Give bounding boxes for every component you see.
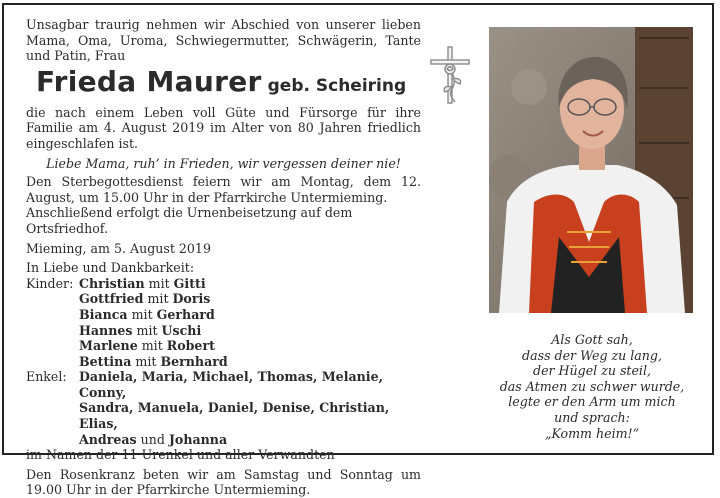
joiner: mit: [148, 275, 170, 291]
grandchildren-line: Sandra, Manuela, Daniel, Denise, Christian, Elias,: [79, 400, 390, 432]
partner-name: Gerhard: [156, 306, 215, 322]
grandchild-name: Johanna: [168, 431, 228, 447]
place-date: Mieming, am 5. August 2019: [26, 240, 211, 256]
child-entry: [79, 291, 421, 307]
partner-name: Uschi: [161, 322, 202, 338]
family-table: [26, 276, 421, 448]
child-name: Bettina: [79, 353, 132, 369]
child-entry: [79, 323, 421, 339]
joiner: mit: [147, 291, 169, 307]
grandchild-name: Andreas: [79, 431, 137, 447]
child-entry: [79, 338, 421, 354]
partner-name: Doris: [172, 291, 211, 307]
joiner: mit: [131, 306, 153, 322]
birth-name: geb. Scheiring: [267, 75, 407, 96]
poem-line: das Atmen zu schwer wurde,: [499, 378, 685, 394]
joiner: und: [140, 431, 165, 447]
grandchildren-line: Daniela, Maria, Michael, Thomas, Melanie, Conny,: [79, 369, 383, 400]
love-line: In Liebe und Dankbarkeit:: [26, 260, 195, 276]
obituary-notice: [2, 3, 714, 498]
deceased-name: Frieda Maurer: [36, 64, 262, 98]
child-entry: [79, 354, 421, 370]
poem-line: Als Gott sah,: [551, 332, 633, 347]
poem-line: legte er den Arm um mich: [508, 394, 676, 410]
partner-name: Gitti: [173, 275, 206, 291]
joiner: mit: [135, 353, 157, 369]
child-name: Christian: [79, 275, 145, 291]
great-grandchildren-line: im Namen der 11 Urenkel und aller Verwandten: [26, 447, 335, 463]
life-text: die nach einem Leben voll Güte und Fürsorge für ihre Familie am 4. August 2019 im Alter von 80 Jahren friedlich eingeschlafen ist.: [26, 104, 421, 151]
joiner: mit: [136, 322, 158, 338]
intro-text: Unsagbar traurig nehmen wir Abschied von unserer lieben Mama, Oma, Uroma, Schwiegermutter, Schwägerin, Tante und Patin, Frau: [26, 17, 421, 64]
grandchildren-line: [79, 432, 421, 448]
rosary-text: Den Rosenkranz beten wir am Samstag und Sonntag um 19.00 Uhr in der Pfarrkirche Untermieming.: [26, 466, 421, 498]
child-name: Gottfried: [79, 291, 144, 307]
child-entry: [79, 276, 421, 292]
portrait-photo: [489, 27, 693, 313]
farewell-quote: Liebe Mama, ruh’ in Frieden, wir vergessen deiner nie!: [46, 155, 401, 171]
grandchildren-label: Enkel:: [26, 369, 67, 385]
burial-text: Anschließend erfolgt die Urnenbeisetzung auf dem Ortsfriedhof.: [26, 205, 353, 236]
deceased-name-row: [26, 66, 421, 103]
joiner: mit: [141, 338, 163, 354]
partner-name: Robert: [166, 338, 215, 354]
child-name: Marlene: [79, 338, 138, 354]
child-name: Hannes: [79, 322, 133, 338]
child-name: Bianca: [79, 306, 128, 322]
poem-line: „Komm heim!“: [544, 425, 640, 441]
poem-line: dass der Weg zu lang,: [522, 347, 662, 363]
poem-line: und sprach:: [554, 409, 630, 425]
child-entry: [79, 307, 421, 323]
children-label: Kinder:: [26, 275, 74, 291]
poem-line: der Hügel zu steil,: [533, 363, 651, 379]
service-text: Den Sterbegottesdienst feiern wir am Montag, dem 12. August, um 15.00 Uhr in der Pfarrkirche Untermieming.: [26, 174, 421, 205]
cross-with-rose-icon: [429, 45, 471, 105]
memorial-poem: [492, 332, 692, 441]
partner-name: Bernhard: [160, 353, 228, 369]
obituary-text-column: [26, 17, 421, 498]
